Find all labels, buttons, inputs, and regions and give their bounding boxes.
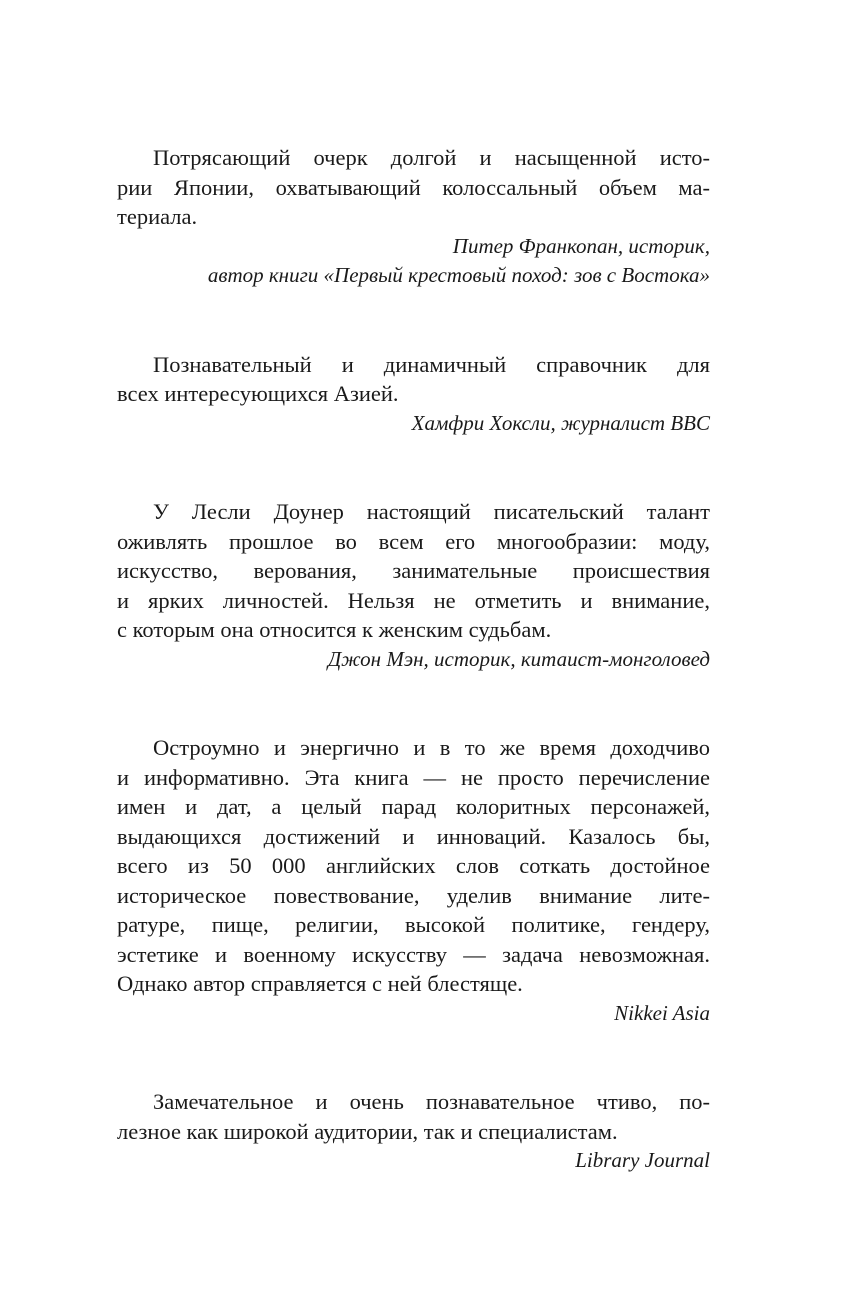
blurb-line: всех интересующихся Азией. bbox=[117, 381, 399, 406]
blurb-attribution: Джон Мэн, историк, китаист-монголовед bbox=[327, 646, 710, 671]
blurb-attribution: автор книги «Первый крестовый поход: зов с Востока» bbox=[207, 263, 710, 287]
praise-page bbox=[117, 143, 710, 1176]
blurb-line: историческое повествование, уделив внимание лите- bbox=[117, 882, 710, 908]
blurb-line: эстетике и военному искусству — задача невозможная. bbox=[117, 941, 710, 967]
blurb-5 bbox=[117, 1087, 710, 1176]
blurb-line: искусство, верования, занимательные происшествия bbox=[117, 558, 710, 583]
blurb-line: У Лесли Доунер настоящий писательский талант bbox=[153, 499, 710, 524]
blurb-line: Потрясающий очерк долгой и насыщенной исто- bbox=[153, 145, 710, 170]
blurb-line: рии Японии, охватывающий колоссальный объем ма- bbox=[117, 174, 710, 200]
blurb-line: териала. bbox=[117, 204, 198, 229]
blurb-separator bbox=[117, 291, 710, 350]
blurb-line: ратуре, пище, религии, высокой политике, гендеру, bbox=[117, 912, 710, 937]
blurb-attribution: Nikkei Asia bbox=[614, 1000, 710, 1025]
blurb-line: и информативно. Эта книга — не просто перечисление bbox=[117, 764, 710, 790]
blurb-line: Замечательное и очень познавательное чтиво, по- bbox=[153, 1089, 710, 1114]
blurb-separator bbox=[117, 674, 710, 733]
blurb-line: оживлять прошлое во всем его многообразии: моду, bbox=[117, 528, 710, 554]
blurb-line: имен и дат, а целый парад колоритных персонажей, bbox=[117, 794, 710, 819]
blurb-separator bbox=[117, 438, 710, 497]
blurb-separator bbox=[117, 1028, 710, 1087]
blurb-attribution: Хамфри Хоксли, журналист BBC bbox=[411, 410, 710, 435]
blurb-line: выдающихся достижений и инноваций. Казалось бы, bbox=[117, 823, 710, 849]
blurb-4 bbox=[117, 733, 710, 1028]
blurb-line: Остроумно и энергично и в то же время доходчиво bbox=[153, 735, 710, 760]
blurb-3 bbox=[117, 497, 710, 674]
blurb-1 bbox=[117, 143, 710, 291]
blurb-line: и ярких личностей. Нельзя не отметить и внимание, bbox=[117, 587, 710, 613]
blurb-attribution: Library Journal bbox=[575, 1148, 710, 1172]
blurb-line: Познавательный и динамичный справочник для bbox=[153, 351, 710, 377]
blurb-line: с которым она относится к женским судьбам. bbox=[117, 617, 552, 642]
blurb-2 bbox=[117, 350, 710, 439]
blurb-line: всего из 50 000 английских слов соткать достойное bbox=[117, 853, 710, 878]
blurb-line: лезное как широкой аудитории, так и специалистам. bbox=[117, 1118, 618, 1144]
blurb-attribution: Питер Франкопан, историк, bbox=[452, 233, 710, 258]
blurb-line: Однако автор справляется с ней блестяще. bbox=[117, 971, 523, 996]
